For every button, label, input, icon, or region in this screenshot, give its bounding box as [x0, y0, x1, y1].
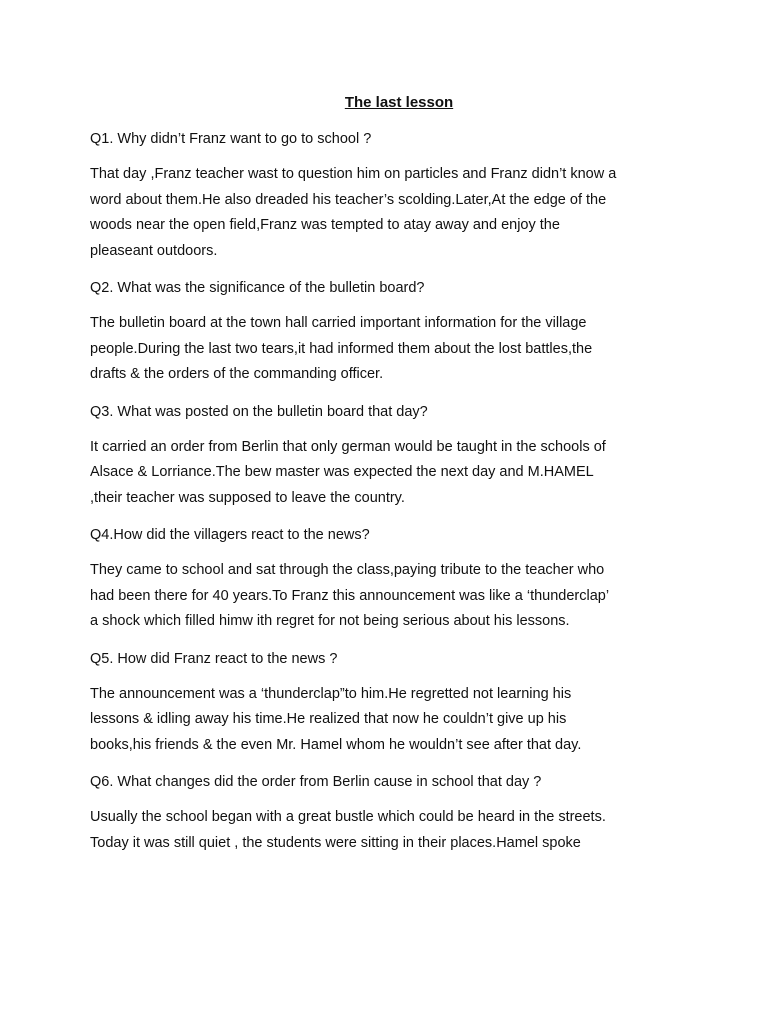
answer-line: a shock which filled himw ith regret for not being serious about his lessons.: [90, 613, 570, 629]
question-5: Q5. How did Franz react to the news ?: [90, 650, 338, 667]
answer-5: [90, 682, 708, 759]
qa-list: [90, 127, 708, 856]
answer-line: That day ,Franz teacher wast to question him on particles and Franz didn’t know a: [90, 166, 617, 182]
question-4: Q4.How did the villagers react to the news?: [90, 527, 370, 543]
answer-line: The announcement was a ‘thunderclap”to him.He regretted not learning his: [90, 685, 572, 702]
answer-line: Usually the school began with a great bustle which could be heard in the streets.: [90, 809, 606, 825]
answer-6: [90, 805, 708, 856]
answer-line: The bulletin board at the town hall carried important information for the village: [90, 315, 587, 331]
answer-line: had been there for 40 years.To Franz this announcement was like a ‘thunderclap’: [90, 587, 610, 604]
answer-line: drafts & the orders of the commanding officer.: [90, 366, 384, 382]
document-title: The last lesson: [344, 94, 454, 111]
answer-2: [90, 311, 708, 388]
answer-1: [90, 162, 708, 264]
answer-line: woods near the open field,Franz was tempted to atay away and enjoy the: [90, 217, 560, 233]
answer-line: Today it was still quiet , the students were sitting in their places.Hamel spoke: [90, 834, 581, 851]
answer-line: people.During the last two tears,it had informed them about the lost battles,the: [90, 340, 593, 357]
question-2: Q2. What was the significance of the bulletin board?: [90, 280, 425, 296]
answer-line: They came to school and sat through the class,paying tribute to the teacher who: [90, 562, 605, 578]
answer-line: books,his friends & the even Mr. Hamel whom he wouldn’t see after that day.: [90, 736, 582, 753]
answer-line: pleaseant outdoors.: [90, 242, 218, 259]
answer-4: [90, 558, 708, 635]
answer-line: ,their teacher was supposed to leave the country.: [90, 489, 405, 506]
answer-line: It carried an order from Berlin that only german would be taught in the schools of: [90, 438, 606, 455]
answer-line: word about them.He also dreaded his teacher’s scolding.Later,At the edge of the: [90, 191, 607, 208]
question-6: Q6. What changes did the order from Berlin cause in school that day ?: [90, 774, 542, 790]
question-3: Q3. What was posted on the bulletin board that day?: [90, 403, 428, 420]
question-1: Q1. Why didn’t Franz want to go to school ?: [90, 131, 372, 147]
answer-line: Alsace & Lorriance.The bew master was expected the next day and M.HAMEL: [90, 464, 594, 480]
answer-line: lessons & idling away his time.He realized that now he couldn’t give up his: [90, 711, 567, 727]
answer-3: [90, 435, 708, 512]
